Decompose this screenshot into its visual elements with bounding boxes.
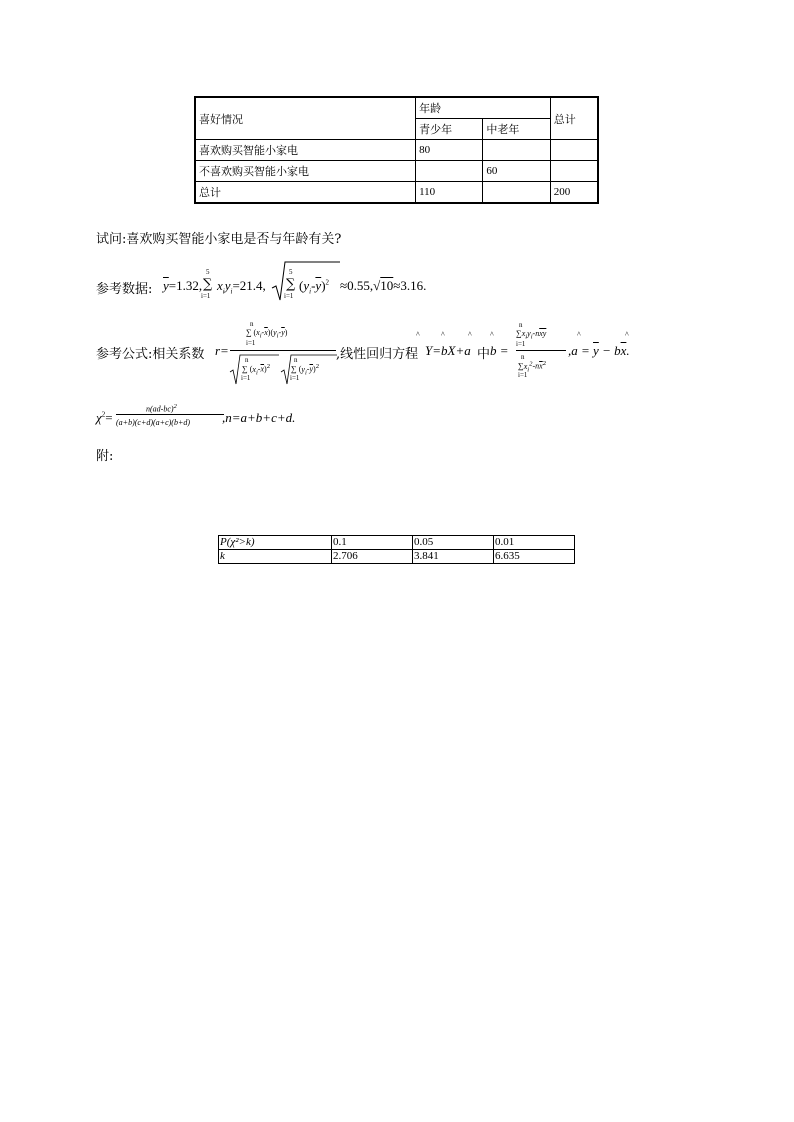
sigma-symbol: ∑: [203, 277, 213, 292]
critical-value-cell: 6.635: [494, 550, 575, 564]
reference-data-result: ≈0.55,√10≈3.16.: [340, 278, 427, 293]
table-row: [195, 161, 598, 182]
sum-sq-expression: $(y_i-\overline{y})^2$: [299, 278, 330, 296]
hat-icon: ^: [468, 330, 472, 339]
critical-header-cell: P(χ²>k): [219, 536, 332, 550]
hat-icon: ^: [416, 330, 420, 339]
header-youth: 青少年: [416, 119, 483, 140]
intercept-equation: $,a = \overline{y} - b\overline{x}$.: [568, 343, 630, 358]
cell-youth: [416, 161, 483, 182]
table-row: [219, 550, 575, 564]
chi-square-tail: ,n=a+b+c+d.: [222, 410, 296, 425]
regression-label: ,线性回归方程: [336, 347, 419, 362]
cell-elder: [483, 140, 550, 161]
row-label: 总计: [195, 182, 416, 204]
middle-char: 中: [477, 347, 491, 362]
hat-icon: ^: [577, 330, 581, 339]
critical-header-cell: 0.01: [494, 536, 575, 550]
question-text: 试问:喜欢购买智能小家电是否与年龄有关?: [96, 232, 342, 247]
regression-equation: Y=bX+a: [425, 343, 471, 358]
header-total: 总计: [550, 97, 598, 140]
correlation-denominator-x: ∑ $(x_i-\overline{x})^2$: [242, 363, 271, 377]
row-label: 喜欢购买智能小家电: [195, 140, 416, 161]
chi-square-numerator: $n(ad-bc)^2$: [146, 403, 177, 414]
sigma-symbol: ∑: [286, 277, 296, 292]
row-label: 不喜欢购买智能小家电: [195, 161, 416, 182]
critical-value-cell: 3.841: [413, 550, 494, 564]
cell-youth: 110: [416, 182, 483, 204]
header-age: 年龄: [416, 97, 551, 119]
critical-value-table: [218, 535, 575, 564]
critical-header-cell: 0.05: [413, 536, 494, 550]
cell-youth: 80: [416, 140, 483, 161]
formula-label: 参考公式:相关系数: [96, 347, 205, 362]
survey-table: [194, 96, 599, 204]
cell-elder: 60: [483, 161, 550, 182]
critical-value-cell: k: [219, 550, 332, 564]
cell-total: [550, 140, 598, 161]
correlation-numerator: ∑ $(x_i-\overline{x})(y_i-\overline{y})$: [246, 328, 288, 340]
correlation-denominator-y: ∑ $(y_i-\overline{y})^2$: [291, 363, 320, 377]
chi-square-denominator: (a+b)(c+d)(a+c)(b+d): [116, 418, 191, 427]
table-row: [195, 140, 598, 161]
ybar-expression: $\overline{y}=1.32$,: [163, 278, 203, 293]
table-row: [219, 536, 575, 550]
sum-xy-expression: $x_iy_i=21.4$,: [217, 278, 266, 296]
appendix-label: 附:: [96, 449, 114, 464]
critical-header-cell: 0.1: [332, 536, 413, 550]
cell-total: 200: [550, 182, 598, 204]
hat-icon: ^: [490, 330, 494, 339]
header-elder: 中老年: [483, 119, 550, 140]
cell-elder: [483, 182, 550, 204]
reference-data-label: 参考数据:: [96, 282, 153, 297]
slope-numerator: $\sum x_iy_i-n\overline{xy}$: [516, 329, 547, 341]
cell-total: [550, 161, 598, 182]
critical-value-cell: 2.706: [332, 550, 413, 564]
slope-denominator: $\sum x_i^2-n\overline{x}^2$: [518, 360, 547, 374]
hat-icon: ^: [625, 330, 629, 339]
b-symbol: b =: [490, 343, 509, 358]
table-row: [195, 182, 598, 204]
r-symbol: r=: [215, 343, 229, 358]
header-preference: 喜好情况: [195, 97, 416, 140]
hat-icon: ^: [441, 330, 445, 339]
chi-square-symbol: $\chi^2=$: [96, 410, 113, 425]
